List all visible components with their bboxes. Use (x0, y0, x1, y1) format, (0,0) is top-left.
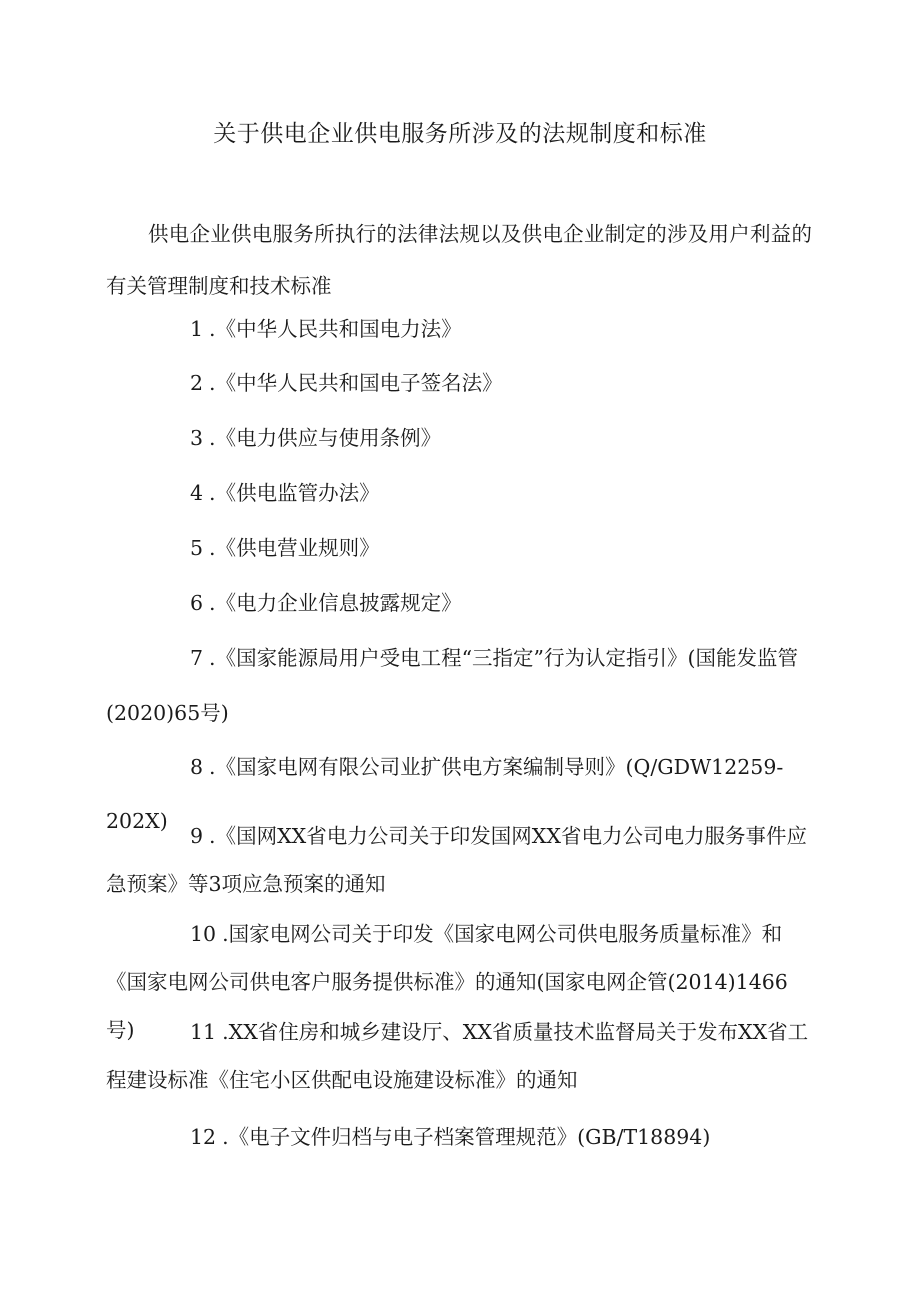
list-item-number: 12 (190, 1125, 217, 1149)
list-item-text: .《电力供应与使用条例》 (209, 426, 442, 450)
list-item-number: 6 (190, 591, 204, 615)
list-item-number: 3 (190, 426, 204, 450)
list-item (106, 1110, 812, 1164)
list-item-number: 9 (190, 824, 204, 848)
list-item-number: 2 (190, 371, 204, 395)
list-item-text: .《电力企业信息披露规定》 (209, 591, 462, 615)
list-item (106, 812, 812, 908)
list-item (106, 1008, 812, 1104)
list-item-text: .《电子文件归档与电子档案管理规范》(GB/T18894) (222, 1125, 711, 1149)
list-item-text: .《供电营业规则》 (209, 536, 380, 560)
list-item-number: 8 (190, 755, 204, 779)
list-item-number: 5 (190, 536, 204, 560)
list-item-text: .《国家电网有限公司业扩供电方案编制导则》(Q/GDW12259-202X) (106, 755, 784, 833)
list-item (106, 576, 812, 630)
list-item (106, 411, 812, 465)
list-item (106, 631, 812, 741)
document-title: 关于供电企业供电服务所涉及的法规制度和标准 (213, 121, 707, 147)
list-item (106, 466, 812, 520)
list-item-text: .XX省住房和城乡建设厅、XX省质量技术监督局关于发布XX省工程建设标准《住宅小区供配电设施建设标准》的通知 (106, 1020, 809, 1092)
list-item (106, 521, 812, 575)
list-item (106, 302, 812, 356)
list-item-number: 1 (190, 317, 204, 341)
list-item-number: 11 (190, 1020, 217, 1044)
list-item-text: .《供电监管办法》 (209, 481, 380, 505)
list-item (106, 356, 812, 410)
list-item-text: .《国网XX省电力公司关于印发国网XX省电力公司电力服务事件应急预案》等3项应急预案的通知 (106, 824, 807, 896)
list-item-text: .《国家能源局用户受电工程“三指定”行为认定指引》(国能发监管(2020)65号) (106, 646, 799, 725)
list-item-text: .《中华人民共和国电力法》 (209, 317, 462, 341)
list-item-number: 10 (190, 922, 217, 946)
list-item-number: 4 (190, 481, 204, 505)
list-item-text: .《中华人民共和国电子签名法》 (209, 371, 503, 395)
list-item-text: .国家电网公司关于印发《国家电网公司供电服务质量标准》和《国家电网公司供电客户服务提供标准》的通知(国家电网企管(2014)1466号) (106, 922, 788, 1042)
intro-paragraph: 供电企业供电服务所执行的法律法规以及供电企业制定的涉及用户利益的有关管理制度和技术标准 (106, 222, 812, 298)
list-item-number: 7 (190, 646, 204, 670)
